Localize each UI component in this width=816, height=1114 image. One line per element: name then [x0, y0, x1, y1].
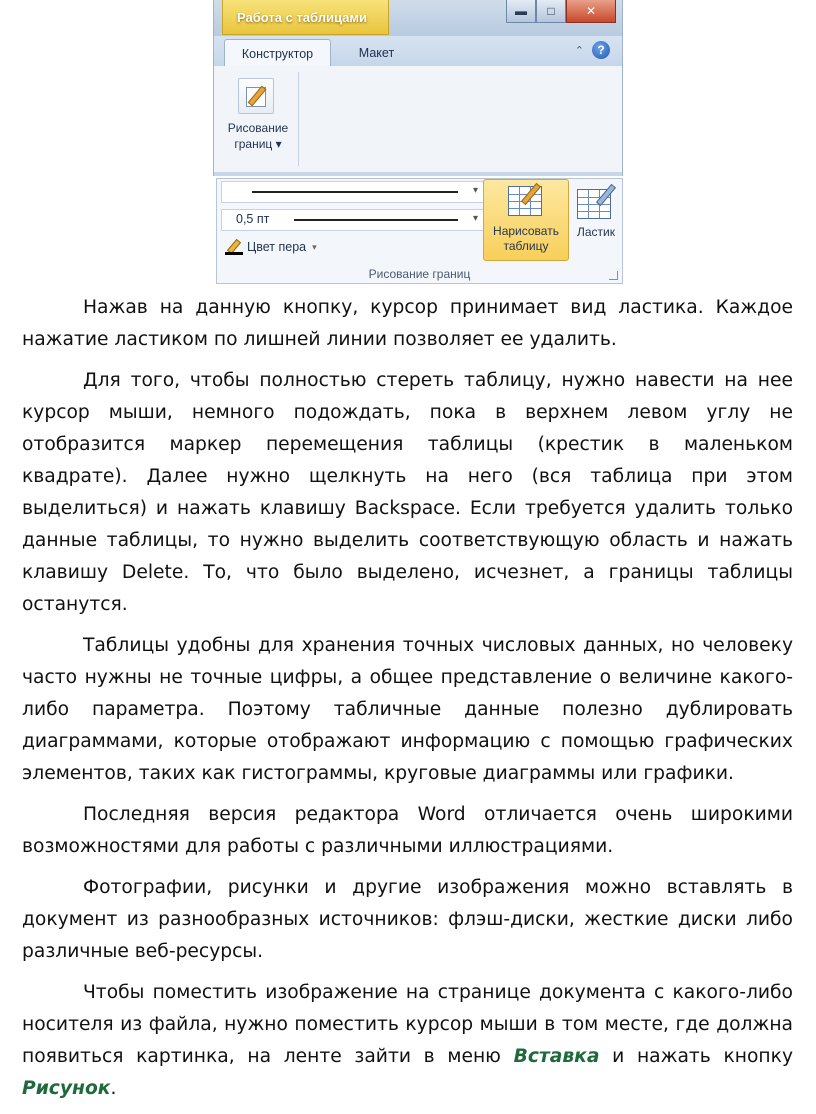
ribbon-tools — [575, 41, 610, 59]
pen-color-label: Цвет пера — [247, 240, 307, 254]
paragraph: Последняя версия редактора Word отличается очень широкими возможностями для работы с различными иллюстрациями. — [22, 804, 793, 857]
paragraph: Фотографии, рисунки и другие изображения можно вставлять в документ из разнообразных источников: флэш-диски, жесткие диски либо различные веб-ресурсы. — [22, 877, 793, 962]
paragraph: Нажав на данную кнопку, курсор принимает вид ластика. Каждое нажатие ластиком по лишней линии позволяет ее удалить. — [22, 297, 793, 350]
draw-borders-button[interactable] — [218, 72, 299, 166]
pencil-icon — [225, 239, 243, 255]
context-title: Работа с таблицами — [237, 10, 367, 25]
window-controls — [506, 0, 616, 23]
draw-borders-icon — [238, 78, 274, 114]
ribbon-panel — [213, 66, 623, 176]
tab-layout[interactable]: Макет — [358, 45, 395, 60]
maximize-icon[interactable]: □ — [536, 0, 566, 23]
table-tools-context-header — [222, 0, 389, 35]
window-titlebar — [213, 0, 623, 36]
pen-color-button[interactable] — [225, 239, 317, 255]
eraser-label: Ластик — [577, 225, 615, 239]
paragraph: Для того, чтобы полностью стереть таблицу, нужно навести на нее курсор мыши, немного подождать, пока в верхнем левом углу не отобразится маркер перемещения таблицы (крестик в маленьком квадрате). Далее нужно щелкнуть на него (вся таблица при этом выделиться) и нажать клавишу Backspace. Если требуется удалить только данные таблицы, то нужно выделить соответствующую область и нажать клавишу Delete. То, что было выделено, исчезнет, а границы таблицы останутся. — [22, 370, 793, 615]
document-body — [22, 292, 793, 1114]
chevron-down-icon: ▾ — [312, 241, 317, 252]
line-weight-value: 0,5 пт — [236, 212, 270, 226]
draw-borders-label: Рисование границ ▾ — [227, 121, 289, 151]
minimize-ribbon-icon[interactable]: ⌃ — [574, 44, 584, 57]
chevron-down-icon: ▾ — [472, 185, 478, 196]
tab-constructor[interactable]: Конструктор — [224, 39, 331, 67]
chevron-down-icon: ▾ — [472, 213, 478, 224]
close-icon[interactable]: ✕ — [566, 0, 616, 23]
paragraph-last: Чтобы поместить изображение на странице документа с какого-либо носителя из файла, нужно поместить курсор мыши в том месте, где должна появиться картинка, на ленте зайти в меню Вставка и нажать кнопку Рисунок. — [22, 982, 794, 1099]
ribbon-screenshot — [213, 0, 621, 284]
minimize-icon[interactable]: ▬ — [506, 0, 536, 23]
group-label: Рисование границ — [368, 267, 471, 281]
keyword-insert-menu: Вставка — [513, 1046, 600, 1067]
keyword-picture-button: Рисунок — [22, 1078, 111, 1099]
eraser-button[interactable] — [571, 181, 621, 257]
line-weight-select[interactable] — [221, 209, 485, 231]
draw-table-label: Нарисовать таблицу — [493, 224, 559, 253]
ribbon-tabs — [213, 36, 623, 66]
draw-table-button[interactable] — [483, 179, 569, 261]
paragraph: Таблицы удобны для хранения точных числовых данных, но человеку часто нужны не точные цифры, а общее представление о величине какого-либо параметра. Поэтому табличные данные полезно дублировать диаграммами, которые отображают информацию с помощью графических элементов, таких как гистограммы, круговые диаграммы или графики. — [22, 635, 793, 784]
line-style-select[interactable] — [221, 181, 485, 203]
draw-borders-group — [216, 178, 623, 284]
help-icon[interactable]: ? — [592, 41, 610, 59]
dialog-launcher-icon[interactable] — [609, 271, 618, 280]
